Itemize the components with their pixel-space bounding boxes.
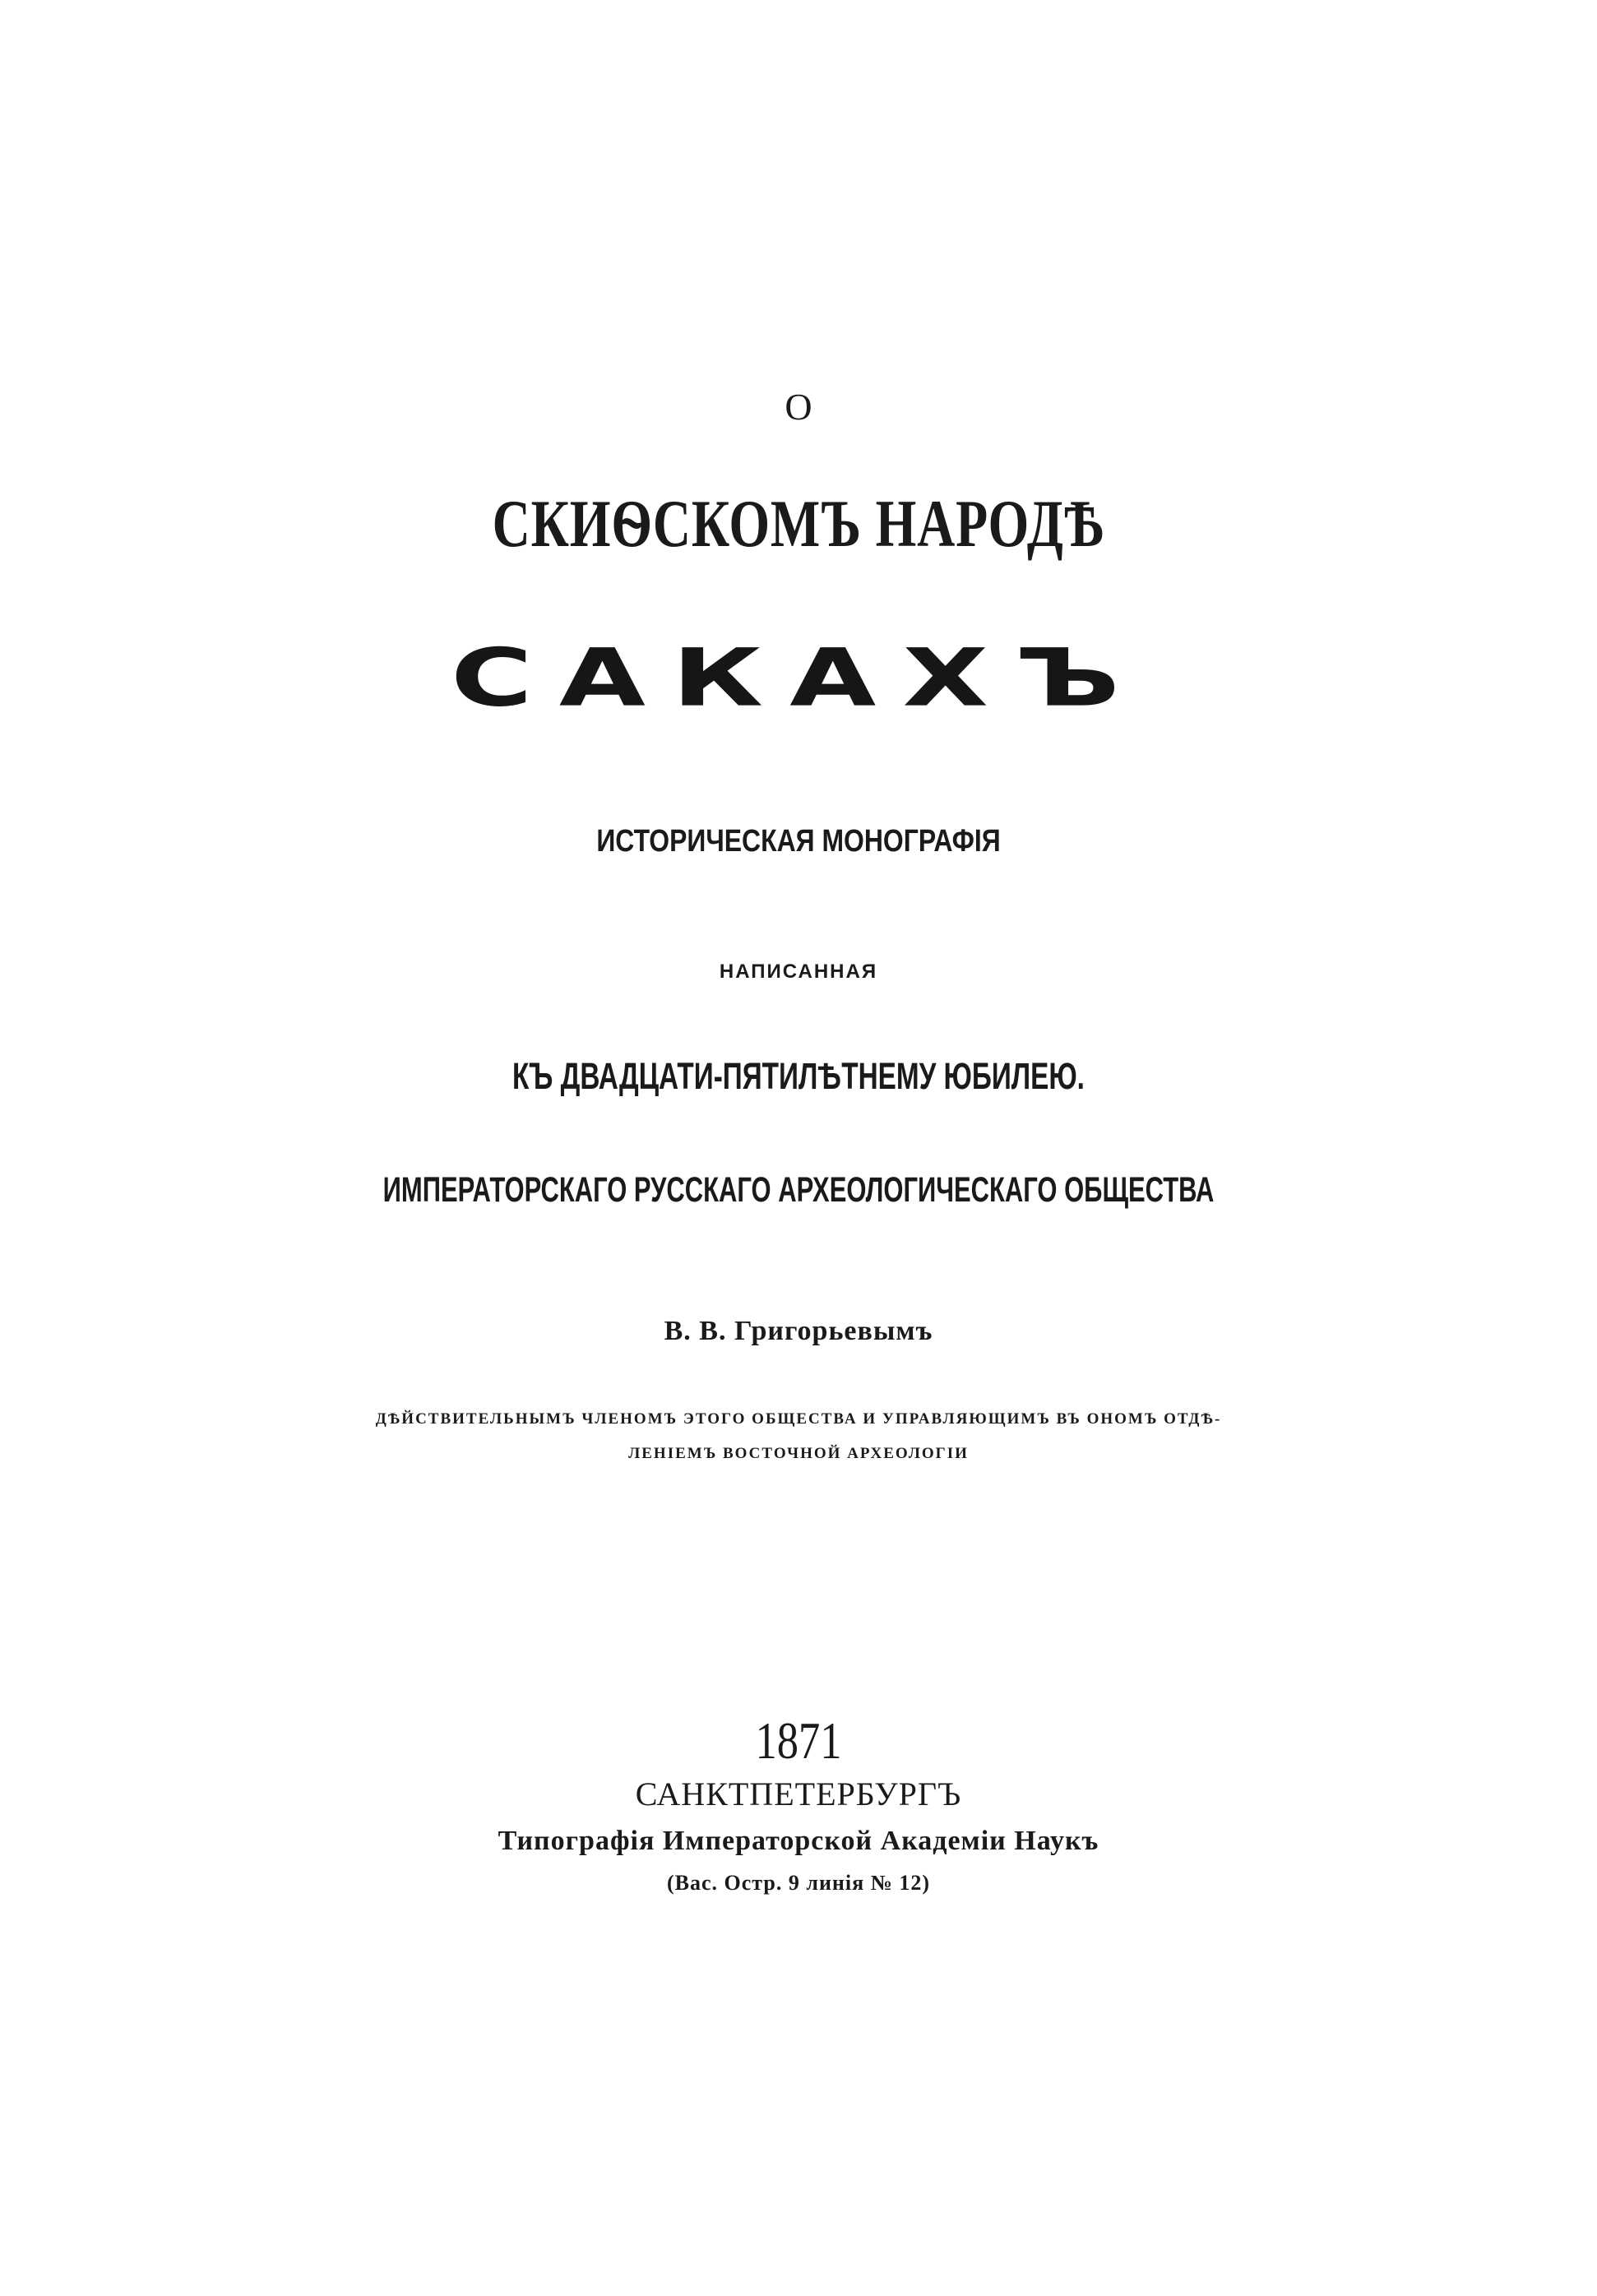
publication-city: САНКТПЕТЕРБУРГЪ xyxy=(635,1775,962,1812)
author-position-line-1: ДѢЙСТВИТЕЛЬНЫМЪ ЧЛЕНОМЪ ЭТОГО ОБЩЕСТВА И УПРАВЛЯЮЩИМЪ ВЪ ОНОМЪ ОТДѢ- xyxy=(375,1410,1222,1428)
society-line: ИМПЕРАТОРСКАГО РУССКАГО АРХЕОЛОГИЧЕСКАГО ОБЩЕСТВА xyxy=(382,1170,1215,1210)
title-line-1: СКИѲСКОМЪ НАРОДѢ xyxy=(492,486,1105,561)
subtitle: ИСТОРИЧЕСКАЯ МОНОГРАФІЯ xyxy=(596,824,1001,859)
occasion-line: КЪ ДВАДЦАТИ-ПЯТИЛѢТНЕМУ ЮБИЛЕЮ. xyxy=(512,1055,1085,1097)
author-position xyxy=(0,1402,1597,1471)
publisher-address: (Вас. Остр. 9 линія № 12) xyxy=(667,1871,930,1895)
author-position-line-2: ЛЕНІЕМЪ ВОСТОЧНОЙ АРХЕОЛОГІИ xyxy=(628,1445,969,1462)
author-name: В. В. Григорьевымъ xyxy=(664,1316,933,1346)
title-line-2: САКАХЪ xyxy=(451,631,1146,724)
title-preposition: О xyxy=(785,386,812,428)
written-label: НАПИСАННАЯ xyxy=(719,961,878,983)
publisher: Типографія Императорской Академіи Наукъ xyxy=(498,1826,1099,1856)
publication-year: 1871 xyxy=(755,1711,842,1770)
